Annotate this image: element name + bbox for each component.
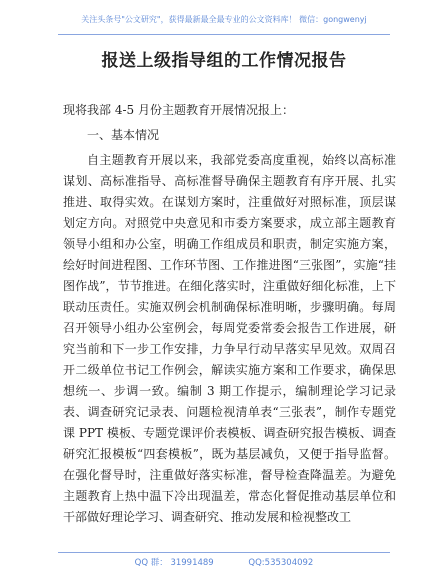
- body-paragraph: 自主题教育开展以来，我部党委高度重视，始终以高标准谋划、高标准指导、高标准督导确保主题教育有序开展、扎实推进、取得实效。在谋划方案时，注重做好对照标准，顶层谋划定方向。对照党中央意见和市委方案要求，成立部主题教育领导小组和办公室，明确工作组成员和职责，制定实施方案，绘好时间进程图、工作环节图、工作推进图“三张图”，实施“挂图作战”，节节推进。在细化落实时，注重做好细化标准，上下联动压责任。实施双例会机制确保标准明晰，步骤明确。每周召开领导小组办公室例会，每周党委常委会报告工作进展，研究当前和下一步工作安排，力争早行动早落实早见效。双周召开二级单位书记工作例会，解读实施方案和工作要求，确保思想统一、步调一致。编制 3 期工作提示，编制理论学习记录表、调查研究记录表、问题检视清单表“三张表”，制作专题党课 PPT 模板、专题党课评价表模板、调查研究报告模板、调查研究汇报模板“四套模板”，既为基层减负，又便于指导监督。在强化督导时，注重做好落实标准，督导检查降温差。为避免主题教育上热中温下冷出现温差，常态化督促推动基层单位和干部做好理论学习、调查研究、推动发展和检视整改工: [63, 153, 396, 524]
- document-title: 报送上级指导组的工作情况报告: [101, 51, 347, 71]
- footer-qq-group: QQ 群： 31991489: [134, 558, 214, 568]
- header-divider: [58, 34, 390, 35]
- header-banner: 关注头条号"公文研究"，获得最新最全最专业的公文资料库！ 微信：gongwenyj: [81, 15, 367, 24]
- footer-qq-contact: QQ:535304092: [248, 558, 314, 568]
- intro-paragraph: 现将我部 4-5 月份主题教育开展情况报上：: [63, 103, 294, 117]
- footer-divider: [58, 552, 390, 553]
- section-heading: 一、基本情况: [87, 128, 160, 142]
- document-body: [63, 100, 396, 528]
- footer: [0, 556, 448, 568]
